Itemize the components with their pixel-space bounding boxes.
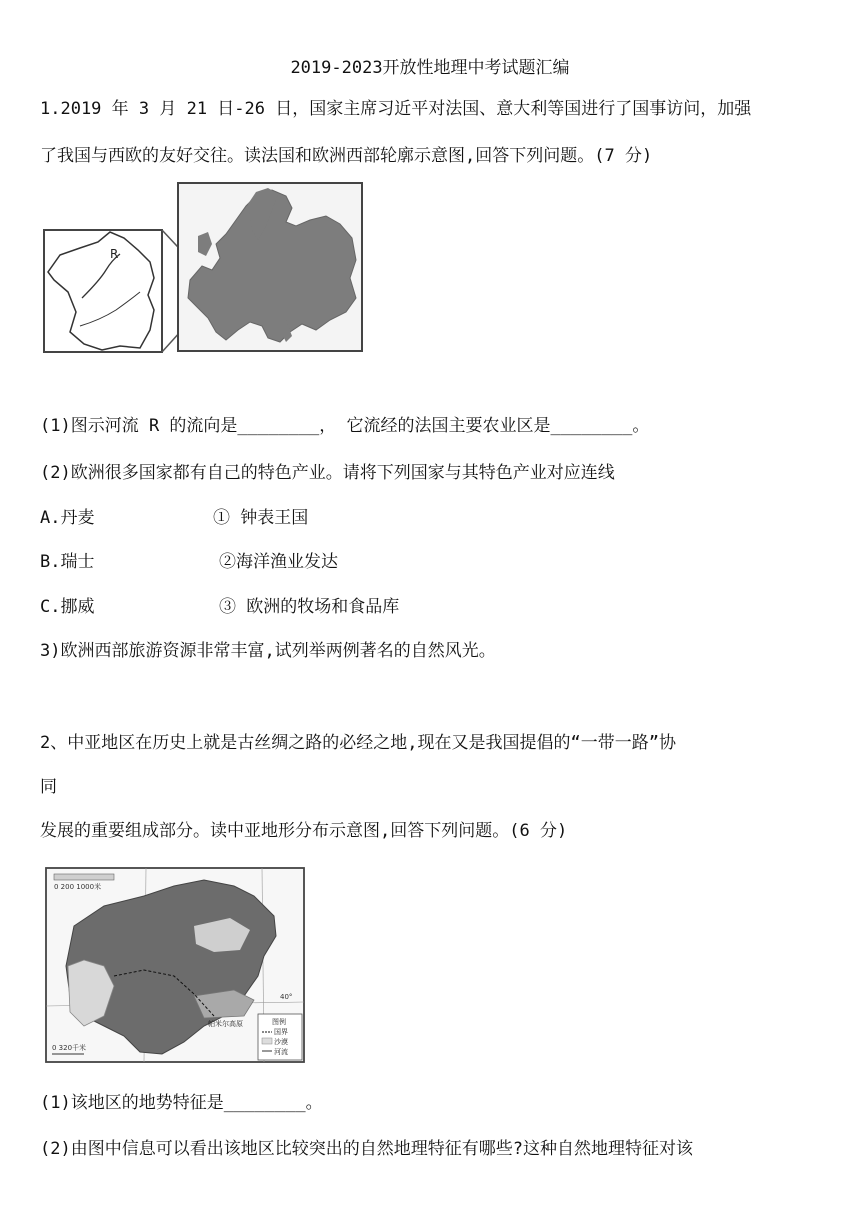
france-inset-frame bbox=[44, 230, 162, 352]
map-legend-title: 图例 bbox=[272, 1018, 286, 1026]
map-plateau-label: 帕米尔高原 bbox=[208, 1020, 243, 1028]
map-legend-river: 河流 bbox=[274, 1048, 288, 1056]
industry-3: ③ 欧洲的牧场和食品库 bbox=[219, 597, 400, 617]
map-label-r: R bbox=[110, 247, 119, 261]
map-legend-border: 国界 bbox=[274, 1028, 288, 1036]
country-b: B.瑞士 bbox=[40, 552, 95, 572]
map-scale-top: 0 200 1000米 bbox=[54, 883, 102, 891]
industry-1: ① 钟表王国 bbox=[213, 508, 309, 528]
country-c: C.挪威 bbox=[40, 597, 95, 617]
q2-sub1: (1)该地区的地势特征是________。 bbox=[40, 1093, 323, 1113]
q2-line3: 发展的重要组成部分。读中亚地形分布示意图,回答下列问题。(6 分) bbox=[40, 821, 568, 841]
q1-sub2: (2)欧洲很多国家都有自己的特色产业。请将下列国家与其特色产业对应连线 bbox=[40, 463, 615, 483]
map-scale-bottom: 0 320千米 bbox=[52, 1044, 87, 1052]
q2-line2: 同 bbox=[40, 777, 57, 797]
country-a: A.丹麦 bbox=[40, 508, 95, 528]
q2-sub2: (2)由图中信息可以看出该地区比较突出的自然地理特征有哪些?这种自然地理特征对该 bbox=[40, 1139, 693, 1159]
q2-line1: 2、中亚地区在历史上就是古丝绸之路的必经之地,现在又是我国提倡的“一带一路”协 bbox=[40, 733, 676, 753]
q1-line1: 1.2019 年 3 月 21 日-26 日，国家主席习近平对法国、意大利等国进行了国事访问，加强 bbox=[40, 99, 752, 119]
q1-sub1: (1)图示河流 R 的流向是________， 它流经的法国主要农业区是________。 bbox=[40, 416, 650, 436]
q1-sub3: 3)欧洲西部旅游资源非常丰富,试列举两例著名的自然风光。 bbox=[40, 641, 496, 661]
page-title: 2019-2023开放性地理中考试题汇编 bbox=[290, 58, 570, 78]
map-lat-label: 40° bbox=[280, 993, 293, 1001]
europe-france-map bbox=[40, 180, 365, 355]
central-asia-map bbox=[44, 866, 306, 1064]
industry-2: ②海洋渔业发达 bbox=[219, 552, 338, 572]
map-legend-desert: 沙漠 bbox=[274, 1038, 288, 1046]
q1-line2: 了我国与西欧的友好交往。读法国和欧洲西部轮廓示意图,回答下列问题。(7 分) bbox=[40, 146, 653, 166]
